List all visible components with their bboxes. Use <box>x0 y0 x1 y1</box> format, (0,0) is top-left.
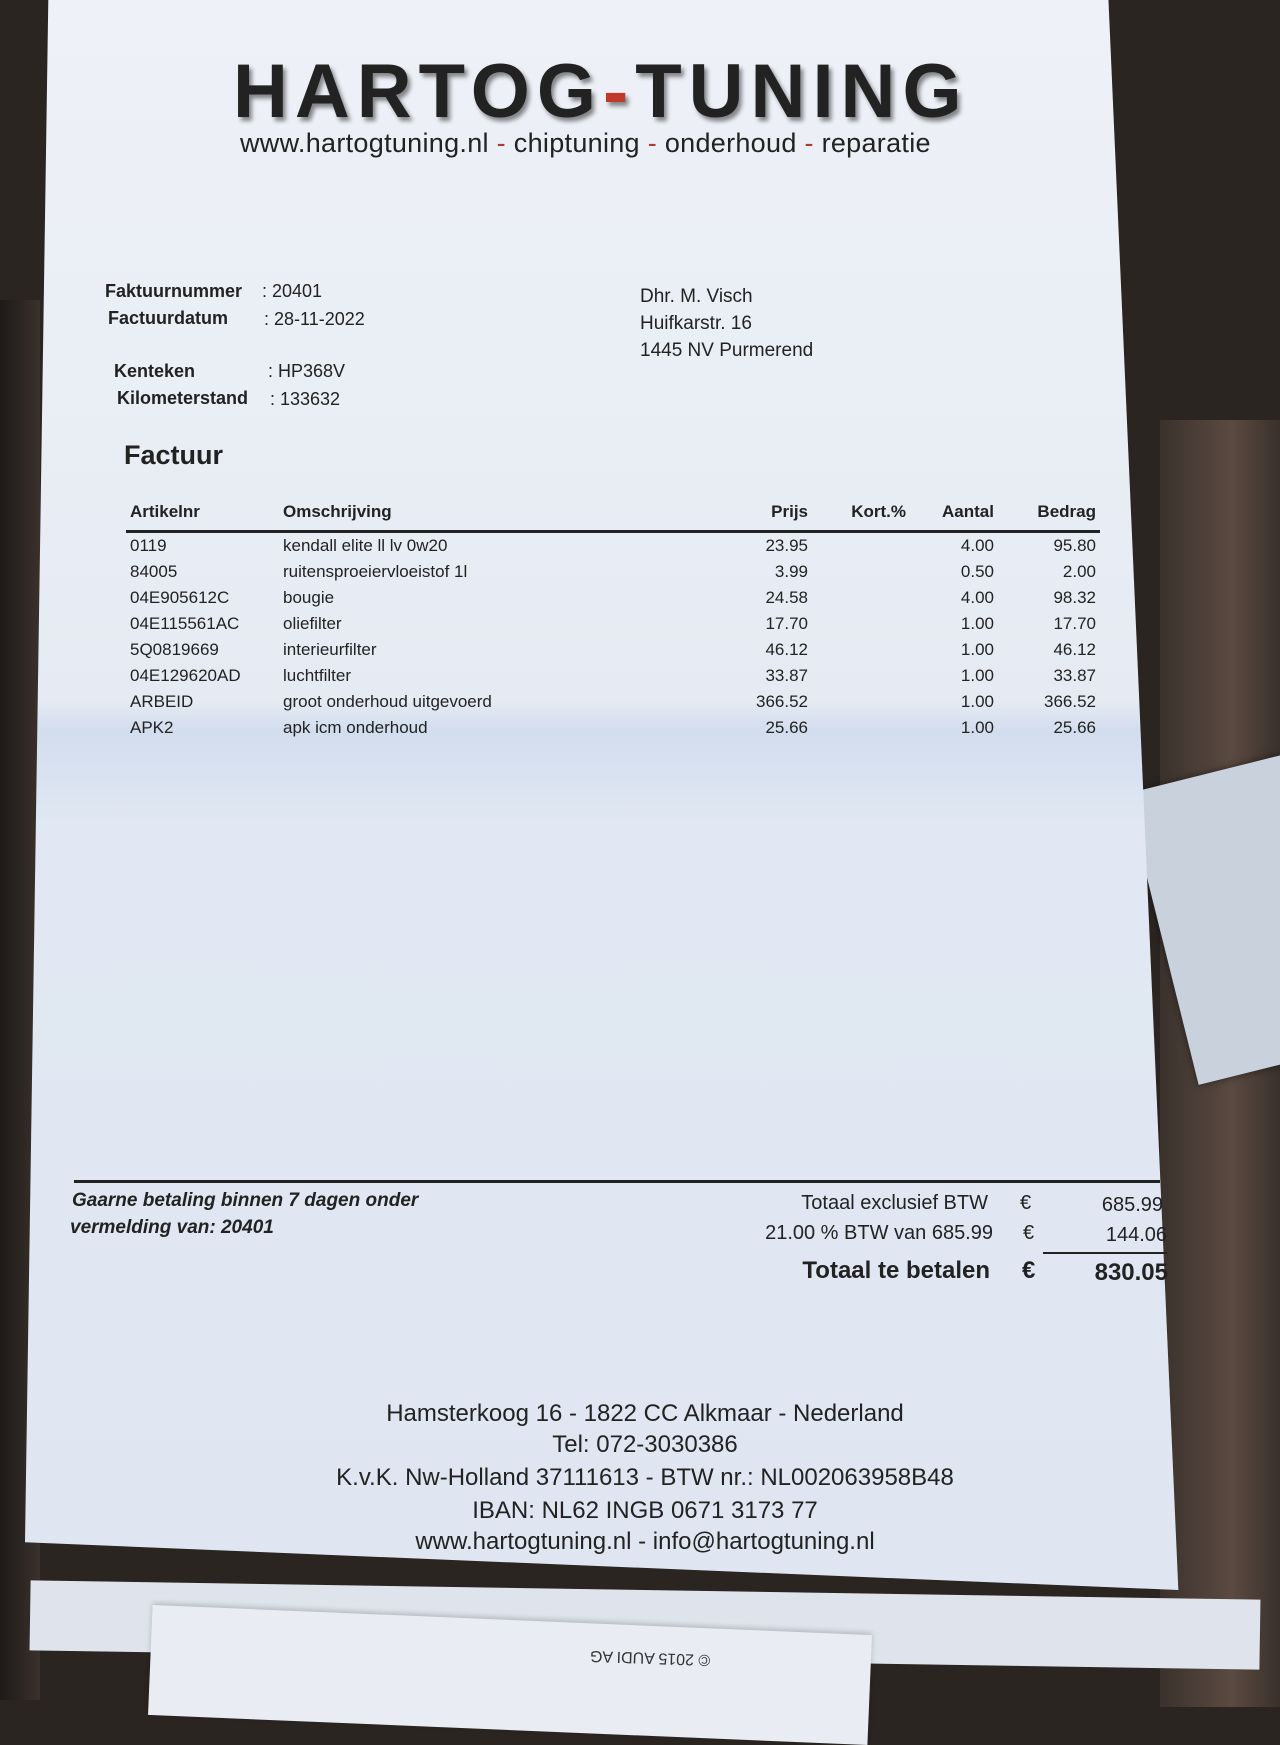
col-bedrag: Bedrag <box>998 500 1100 532</box>
cell-omschrijving: ruitensproeiervloeistof 1l <box>283 562 468 581</box>
cell-aantal: 4.00 <box>960 536 994 555</box>
cell-korting <box>812 532 910 560</box>
cell-aantal: 1.00 <box>960 666 994 685</box>
cell-prijs: 23.95 <box>765 536 808 555</box>
cell-prijs: 366.52 <box>756 692 808 711</box>
table-row <box>126 637 1100 663</box>
table-row <box>126 715 1100 741</box>
cell-bedrag: 25.66 <box>1053 718 1096 737</box>
payment-note-line2: vermelding van: 20401 <box>70 1217 274 1238</box>
footer-address: Hamsterkoog 16 - 1822 CC Alkmaar - Nederland <box>386 1400 904 1427</box>
col-korting: Kort.% <box>812 500 910 532</box>
cell-omschrijving: oliefilter <box>283 614 342 633</box>
cell-artikelnr: 0119 <box>130 536 167 555</box>
table-row <box>126 585 1100 611</box>
company-logo: HARTOG-TUNING <box>233 49 969 134</box>
invoice-items-table <box>126 500 1100 741</box>
col-artikelnr: Artikelnr <box>126 500 279 532</box>
cell-bedrag: 33.87 <box>1053 666 1096 685</box>
subtotal-label: Totaal exclusief BTW <box>801 1192 988 1214</box>
cell-bedrag: 366.52 <box>1044 692 1096 711</box>
cell-prijs: 46.12 <box>765 640 808 659</box>
cell-omschrijving: kendall elite ll lv 0w20 <box>283 536 448 555</box>
invoice-number-value: : 20401 <box>262 281 323 301</box>
cell-artikelnr: 04E905612C <box>130 588 230 607</box>
table-header-row <box>126 500 1100 532</box>
grand-total-label: Totaal te betalen <box>802 1257 990 1284</box>
table-row <box>126 689 1100 715</box>
invoice-date-value: : 28-11-2022 <box>264 309 365 329</box>
cell-korting <box>812 585 910 611</box>
license-plate-label: Kenteken <box>114 361 196 381</box>
cell-aantal: 0.50 <box>960 562 994 581</box>
footer-tel: Tel: 072-3030386 <box>552 1431 738 1458</box>
table-row <box>126 663 1100 689</box>
cell-korting <box>812 663 910 689</box>
cell-prijs: 24.58 <box>765 588 808 607</box>
cell-artikelnr: 04E115561AC <box>130 614 240 633</box>
cell-bedrag: 98.32 <box>1053 588 1096 607</box>
col-prijs: Prijs <box>714 500 812 532</box>
cell-korting <box>812 715 910 741</box>
cell-prijs: 25.66 <box>765 718 808 737</box>
vat-label: 21.00 % BTW van 685.99 <box>765 1222 993 1244</box>
cell-artikelnr: 84005 <box>130 562 178 581</box>
table-row <box>126 532 1100 560</box>
invoice-title: Factuur <box>124 440 224 470</box>
cell-omschrijving: luchtfilter <box>283 666 352 685</box>
cell-artikelnr: APK2 <box>130 718 174 737</box>
cell-artikelnr: 5Q0819669 <box>130 640 219 659</box>
totals-divider <box>74 1180 1160 1183</box>
cell-prijs: 17.70 <box>765 614 808 633</box>
underlying-booklet-text: © 2015 AUDI AG <box>589 1646 711 1669</box>
cell-korting <box>812 637 910 663</box>
cell-omschrijving: interieurfilter <box>283 640 377 659</box>
customer-street: Huifkarstr. 16 <box>640 313 752 334</box>
footer-web: www.hartogtuning.nl - info@hartogtuning.nl <box>415 1528 875 1555</box>
cell-omschrijving: apk icm onderhoud <box>283 718 428 737</box>
cell-aantal: 1.00 <box>960 640 994 659</box>
cell-artikelnr: ARBEID <box>130 692 194 711</box>
license-plate-value: : HP368V <box>268 361 346 381</box>
vat-currency: € <box>1023 1222 1035 1244</box>
cell-prijs: 3.99 <box>774 562 808 581</box>
mileage-label: Kilometerstand <box>117 388 249 408</box>
table-row <box>126 559 1100 585</box>
cell-korting <box>812 689 910 715</box>
vat-value: 144.06 <box>1043 1224 1167 1254</box>
company-tagline: www.hartogtuning.nl - chiptuning - onderhoud - reparatie <box>240 128 931 158</box>
customer-name: Dhr. M. Visch <box>640 286 753 307</box>
cell-omschrijving: groot onderhoud uitgevoerd <box>283 692 492 711</box>
cell-artikelnr: 04E129620AD <box>130 666 241 685</box>
cell-bedrag: 17.70 <box>1053 614 1096 633</box>
cell-aantal: 1.00 <box>960 614 994 633</box>
cell-bedrag: 95.80 <box>1053 536 1096 555</box>
invoice-sheet <box>25 0 1190 1590</box>
cell-omschrijving: bougie <box>283 588 335 607</box>
footer-iban: IBAN: NL62 INGB 0671 3173 77 <box>472 1497 818 1524</box>
cell-korting <box>812 611 910 637</box>
cell-aantal: 4.00 <box>960 588 994 607</box>
grand-total-value: 830.05 <box>1094 1259 1168 1286</box>
cell-prijs: 33.87 <box>765 666 808 685</box>
cell-korting <box>812 559 910 585</box>
table-row <box>126 611 1100 637</box>
col-omschrijving: Omschrijving <box>279 500 714 532</box>
invoice-date-label: Factuurdatum <box>108 308 229 328</box>
subtotal-value: 685.99 <box>1101 1194 1163 1216</box>
subtotal-currency: € <box>1020 1192 1032 1214</box>
cell-aantal: 1.00 <box>960 718 994 737</box>
grand-total-currency: € <box>1022 1257 1036 1284</box>
mileage-value: : 133632 <box>270 389 341 409</box>
customer-city: 1445 NV Purmerend <box>640 340 814 361</box>
invoice-number-label: Faktuurnummer <box>105 281 243 301</box>
payment-note-line1: Gaarne betaling binnen 7 dagen onder <box>72 1190 419 1211</box>
col-aantal: Aantal <box>910 500 998 532</box>
cell-aantal: 1.00 <box>960 692 994 711</box>
footer-kvk: K.v.K. Nw-Holland 37111613 - BTW nr.: NL002063958B48 <box>336 1464 954 1491</box>
cell-bedrag: 2.00 <box>1062 562 1096 581</box>
cell-bedrag: 46.12 <box>1053 640 1096 659</box>
